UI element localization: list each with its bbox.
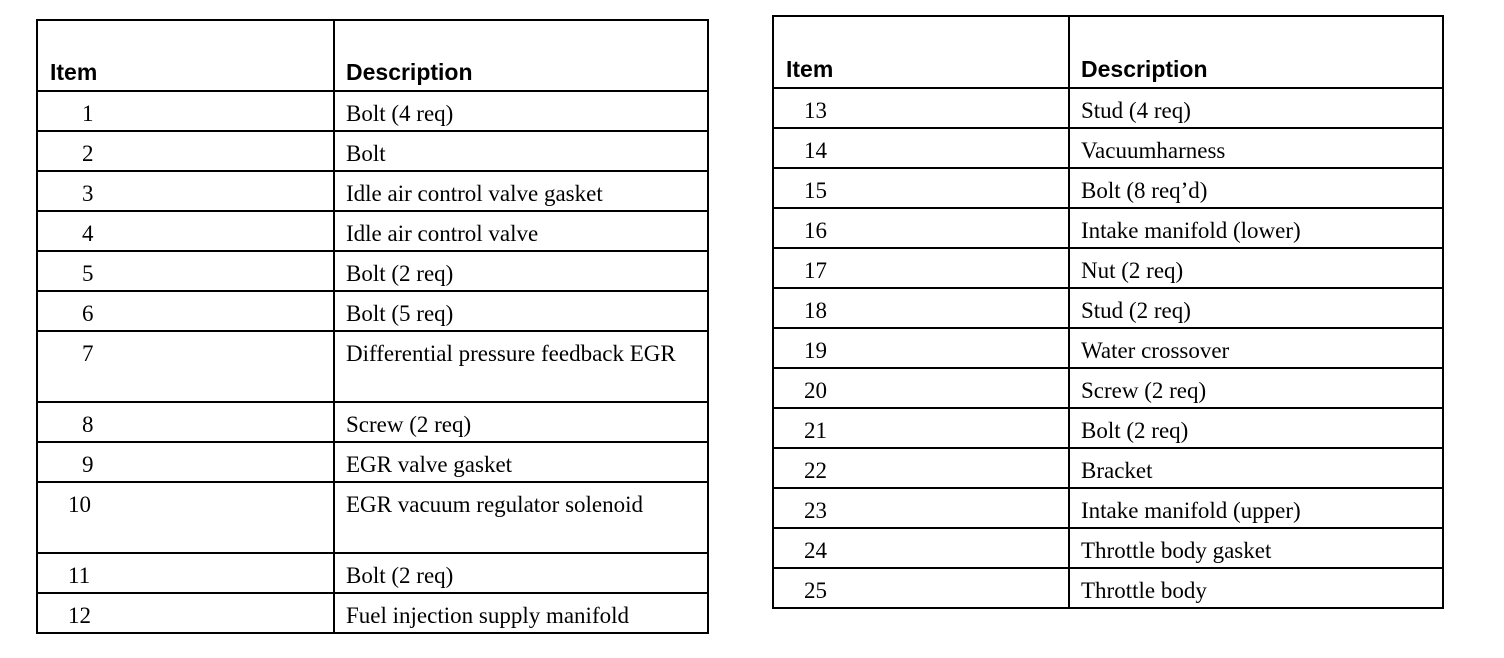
item-number: 18: [773, 288, 1069, 328]
description-column-header: Description: [334, 20, 708, 91]
item-number: 17: [773, 248, 1069, 288]
table-row: [37, 442, 708, 482]
item-description: Idle air control valve: [334, 211, 708, 251]
table-row: [37, 402, 708, 442]
item-number: 3: [37, 171, 334, 211]
table-row: [37, 211, 708, 251]
table-row: [773, 328, 1443, 368]
table-row: [773, 448, 1443, 488]
item-column-header: Item: [773, 16, 1069, 88]
item-description: Bolt (2 req): [1069, 408, 1443, 448]
item-description: Water crossover: [1069, 328, 1443, 368]
item-number: 25: [773, 568, 1069, 608]
item-number: 22: [773, 448, 1069, 488]
table-row: [37, 553, 708, 593]
item-number: 10: [37, 482, 334, 553]
item-description: Stud (2 req): [1069, 288, 1443, 328]
item-description: Throttle body gasket: [1069, 528, 1443, 568]
item-number: 9: [37, 442, 334, 482]
item-description: Bolt (2 req): [334, 251, 708, 291]
table-row: [773, 128, 1443, 168]
item-description: Bolt (5 req): [334, 291, 708, 331]
table-row: [773, 368, 1443, 408]
parts-table-left: [36, 19, 709, 634]
item-description: Differential pressure feedback EGR: [334, 331, 708, 402]
item-number: 2: [37, 131, 334, 171]
item-number: 16: [773, 208, 1069, 248]
item-number: 13: [773, 88, 1069, 128]
item-number: 5: [37, 251, 334, 291]
item-number: 14: [773, 128, 1069, 168]
item-number: 15: [773, 168, 1069, 208]
item-description: Intake manifold (lower): [1069, 208, 1443, 248]
item-number: 4: [37, 211, 334, 251]
item-description: Throttle body: [1069, 568, 1443, 608]
item-description: Intake manifold (upper): [1069, 488, 1443, 528]
item-description: Screw (2 req): [334, 402, 708, 442]
item-description: EGR valve gasket: [334, 442, 708, 482]
table-row: [37, 131, 708, 171]
parts-table-right: [772, 15, 1444, 609]
item-description: Screw (2 req): [1069, 368, 1443, 408]
item-description: Nut (2 req): [1069, 248, 1443, 288]
table-row: [773, 88, 1443, 128]
table-row: [773, 288, 1443, 328]
table-row: [773, 408, 1443, 448]
item-description: Vacuumharness: [1069, 128, 1443, 168]
item-number: 21: [773, 408, 1069, 448]
item-number: 19: [773, 328, 1069, 368]
item-description: Fuel injection supply manifold: [334, 593, 708, 633]
item-description: Stud (4 req): [1069, 88, 1443, 128]
table-row: [37, 291, 708, 331]
item-description: Bolt (8 req’d): [1069, 168, 1443, 208]
item-number: 11: [37, 553, 334, 593]
table-row: [773, 248, 1443, 288]
table-row: [773, 488, 1443, 528]
item-number: 1: [37, 91, 334, 131]
table-row: [37, 91, 708, 131]
item-number: 12: [37, 593, 334, 633]
table-row: [37, 593, 708, 633]
table-row: [773, 208, 1443, 248]
table-row: [37, 251, 708, 291]
item-column-header: Item: [37, 20, 334, 91]
item-description: Bolt (2 req): [334, 553, 708, 593]
table-row: [37, 171, 708, 211]
table-row: [773, 568, 1443, 608]
item-number: 8: [37, 402, 334, 442]
item-number: 20: [773, 368, 1069, 408]
table-row: [773, 168, 1443, 208]
item-number: 23: [773, 488, 1069, 528]
item-description: EGR vacuum regulator solenoid: [334, 482, 708, 553]
item-description: Idle air control valve gasket: [334, 171, 708, 211]
table-row: [37, 482, 708, 553]
table-header-row: [773, 16, 1443, 88]
item-number: 7: [37, 331, 334, 402]
item-description: Bolt: [334, 131, 708, 171]
table-row: [37, 331, 708, 402]
table-row: [773, 528, 1443, 568]
item-description: Bolt (4 req): [334, 91, 708, 131]
description-column-header: Description: [1069, 16, 1443, 88]
item-number: 24: [773, 528, 1069, 568]
item-number: 6: [37, 291, 334, 331]
table-header-row: [37, 20, 708, 91]
item-description: Bracket: [1069, 448, 1443, 488]
